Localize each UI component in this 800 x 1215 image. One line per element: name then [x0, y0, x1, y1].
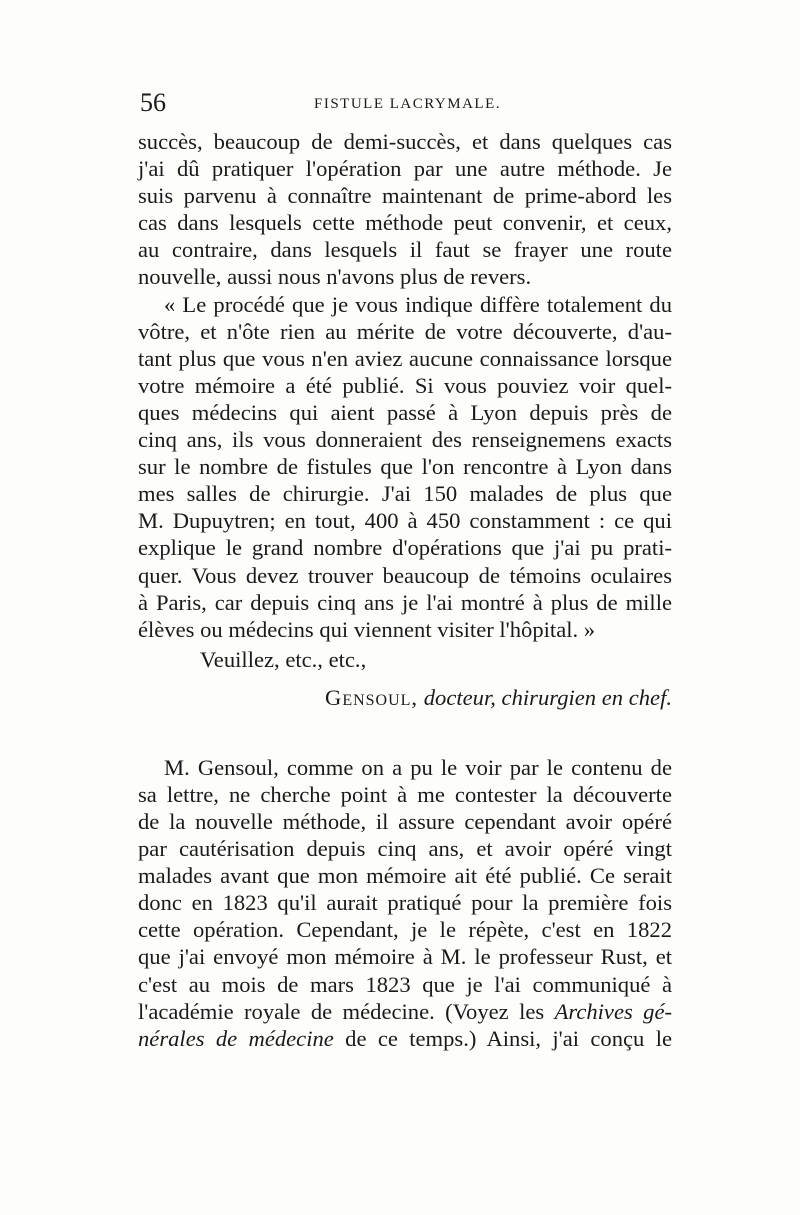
signature-title: docteur, chirurgien en chef.: [423, 684, 672, 710]
text-line: élèves ou médecins qui viennent visiter l'hôpital. »: [138, 616, 596, 642]
page-number: 56: [140, 88, 166, 117]
text-line: tant plus que vous n'en aviez aucune connaissance lorsque: [138, 345, 672, 371]
text-line: [138, 998, 672, 1025]
signature-name: Gensoul,: [325, 684, 419, 710]
text-line: nouvelle, aussi nous n'avons plus de revers.: [138, 264, 532, 290]
text-line: cinq ans, ils vous donneraient des renseignemens exacts: [138, 427, 672, 453]
text-line: explique le grand nombre d'opérations que j'ai pu prati-: [138, 535, 672, 561]
running-head: FISTULE LACRYMALE.: [314, 96, 502, 112]
text-line: M. Gensoul, comme on a pu le voir par le contenu de: [164, 754, 672, 780]
text-line: « Le procédé que je vous indique diffère totalement du: [164, 291, 672, 317]
paragraph-2-quoted-letter: [138, 291, 672, 643]
text-line: cas dans lesquels cette méthode peut convenir, et ceux,: [138, 210, 672, 236]
text-line: ques médecins qui aient passé à Lyon depuis près de: [138, 399, 672, 425]
text-line: [138, 1025, 672, 1052]
journal-title-span: Archives gé-: [554, 998, 672, 1024]
paragraph-1: [138, 128, 672, 291]
letter-signature: [138, 675, 672, 721]
text-line: sur le nombre de fistules que l'on rencontre à Lyon dans: [138, 454, 672, 480]
text-line: quer. Vous devez trouver beaucoup de témoins oculaires: [138, 562, 672, 588]
text-line: j'ai dû pratiquer l'opération par une autre méthode. Je: [138, 156, 672, 182]
journal-title-span: nérales de médecine: [138, 1025, 334, 1051]
text-line: de la nouvelle méthode, il assure cependant avoir opéré: [138, 808, 672, 834]
text-line: suis parvenu à connaître maintenant de prime-abord les: [138, 183, 672, 209]
text-line: c'est au mois de mars 1823 que je l'ai communiqué à: [138, 971, 672, 997]
page-header: [140, 88, 670, 118]
paragraph-3: [138, 754, 672, 1052]
letter-closing: Veuillez, etc., etc.,: [200, 646, 367, 672]
text-line: par cautérisation depuis cinq ans, et avoir opéré vingt: [138, 836, 672, 862]
text-line: malades avant que mon mémoire ait été publié. Ce serait: [138, 863, 672, 889]
text-line: que j'ai envoyé mon mémoire à M. le professeur Rust, et: [138, 944, 672, 970]
text-line: donc en 1823 qu'il aurait pratiqué pour la première fois: [138, 890, 672, 916]
text-line: succès, beaucoup de demi-succès, et dans quelques cas: [138, 129, 672, 154]
text-line: au contraire, dans lesquels il faut se frayer une route: [138, 237, 672, 263]
text-line: vôtre, et n'ôte rien au mérite de votre découverte, d'au-: [138, 318, 672, 344]
text-line: M. Dupuytren; en tout, 400 à 450 constamment : ce qui: [138, 508, 672, 534]
page-body: [138, 128, 672, 1052]
text-line: sa lettre, ne cherche point à me contester la découverte: [138, 781, 672, 807]
text-line: votre mémoire a été publié. Si vous pouviez voir quel-: [138, 372, 672, 398]
text-line: à Paris, car depuis cinq ans je l'ai montré à plus de mille: [138, 589, 672, 615]
text-span: l'académie royale de médecine. (Voyez les: [138, 998, 555, 1024]
spacer: [138, 721, 672, 754]
text-line: mes salles de chirurgie. J'ai 150 malades de plus que: [138, 481, 672, 507]
text-line: cette opération. Cependant, je le répète, c'est en 1822: [138, 917, 672, 943]
text-span: de ce temps.) Ainsi, j'ai conçu le: [333, 1025, 672, 1051]
